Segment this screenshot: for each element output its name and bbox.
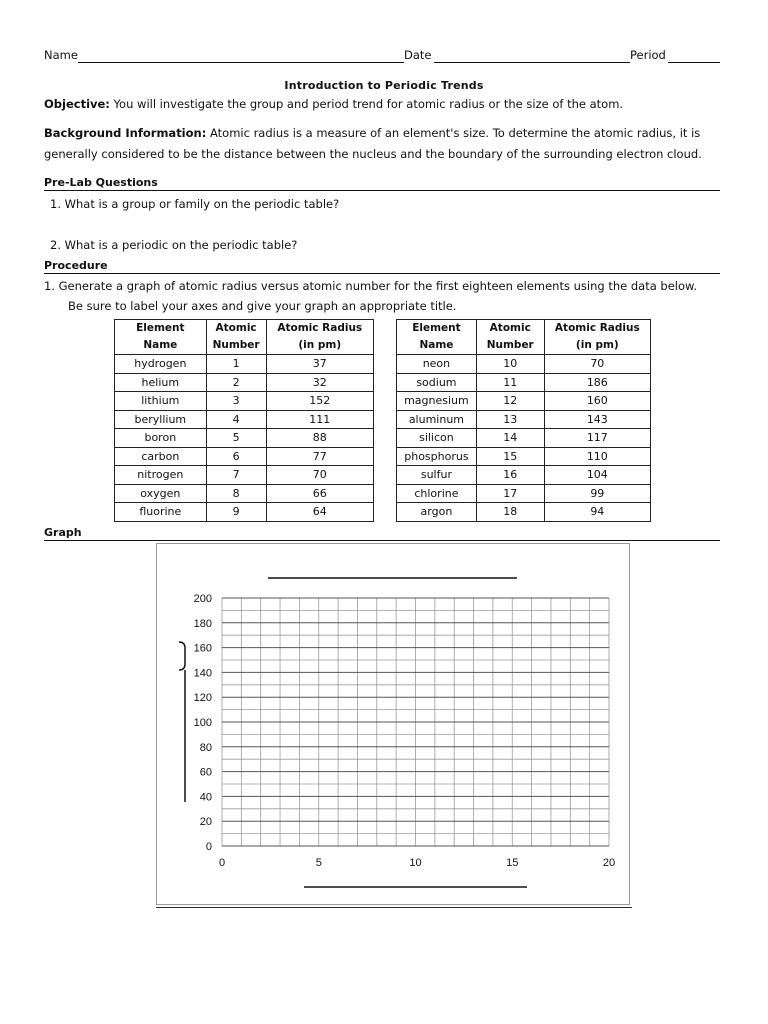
atomic-number-cell: 13 — [476, 410, 544, 429]
x-tick-label: 20 — [602, 857, 616, 869]
atomic-radius-cell: 88 — [266, 429, 373, 448]
element-name-cell: neon — [397, 355, 477, 374]
background-text: Atomic radius is a measure of an element's size. To determine the atomic radius, it is generally considered to be the distance between the nucleus and the boundary of the surrounding electron cloud. — [44, 126, 702, 161]
atomic-number-cell: 9 — [206, 503, 266, 522]
procedure-heading: Procedure — [44, 259, 720, 274]
background-label: Background Information: — [44, 126, 207, 140]
table-row — [115, 466, 374, 485]
graph-heading: Graph — [44, 526, 720, 541]
name-field[interactable] — [78, 62, 404, 63]
atomic-number-cell: 7 — [206, 466, 266, 485]
name-label: Name — [44, 48, 78, 62]
atomic-number-cell: 3 — [206, 392, 266, 411]
atomic-number-cell: 8 — [206, 484, 266, 503]
atomic-number-cell: 1 — [206, 355, 266, 374]
atomic-number-cell: 12 — [476, 392, 544, 411]
period-field[interactable] — [668, 62, 720, 63]
table-row — [115, 355, 374, 374]
date-field[interactable] — [434, 62, 630, 63]
table-row — [115, 392, 374, 411]
table-row — [115, 503, 374, 522]
atomic-number-cell: 2 — [206, 373, 266, 392]
atomic-radius-cell: 70 — [544, 355, 650, 374]
element-name-cell: chlorine — [397, 484, 477, 503]
table-row — [397, 410, 651, 429]
table-row — [115, 373, 374, 392]
y-tick-label: 60 — [199, 766, 212, 779]
header-row — [44, 48, 720, 66]
objective-text: You will investigate the group and period trend for atomic radius or the size of the atom. — [109, 97, 624, 111]
date-label: Date — [404, 48, 432, 62]
element-name-cell: magnesium — [397, 392, 477, 411]
table-row — [397, 355, 651, 374]
y-tick-label: 80 — [199, 741, 212, 754]
column-header-atomic-number: Atomic Number — [206, 320, 266, 355]
atomic-number-cell: 18 — [476, 503, 544, 522]
y-tick-label: 180 — [193, 617, 212, 630]
table-row — [397, 392, 651, 411]
column-header-atomic-radius: Atomic Radius (in pm) — [266, 320, 373, 355]
atomic-number-cell: 15 — [476, 447, 544, 466]
y-tick-label: 20 — [199, 816, 212, 829]
atomic-number-cell: 16 — [476, 466, 544, 485]
atomic-radius-cell: 117 — [544, 429, 650, 448]
y-tick-label: 40 — [199, 791, 212, 804]
prelab-question-1: 1. What is a group or family on the periodic table? — [50, 197, 340, 211]
element-name-cell: helium — [115, 373, 207, 392]
prelab-question-2: 2. What is a periodic on the periodic table? — [50, 238, 298, 252]
element-name-cell: beryllium — [115, 410, 207, 429]
atomic-number-cell: 17 — [476, 484, 544, 503]
element-name-cell: sulfur — [397, 466, 477, 485]
objective-paragraph — [44, 94, 724, 115]
x-tick-label: 15 — [506, 857, 519, 869]
table-row — [397, 447, 651, 466]
table-header-row — [397, 320, 651, 355]
atomic-radius-cell: 32 — [266, 373, 373, 392]
table-row — [397, 373, 651, 392]
element-name-cell: aluminum — [397, 410, 477, 429]
atomic-number-cell: 14 — [476, 429, 544, 448]
atomic-radius-cell: 152 — [266, 392, 373, 411]
element-name-cell: boron — [115, 429, 207, 448]
atomic-radius-cell: 111 — [266, 410, 373, 429]
atomic-radius-cell: 64 — [266, 503, 373, 522]
prelab-heading: Pre-Lab Questions — [44, 176, 720, 191]
procedure-step-1: 1. Generate a graph of atomic radius versus atomic number for the first eighteen elements using the data below. — [44, 279, 698, 293]
element-name-cell: nitrogen — [115, 466, 207, 485]
element-name-cell: sodium — [397, 373, 477, 392]
atomic-number-cell: 10 — [476, 355, 544, 374]
procedure-step-1-cont: Be sure to label your axes and give your graph an appropriate title. — [68, 299, 457, 313]
table-row — [115, 447, 374, 466]
data-table-left — [114, 319, 374, 522]
table-row — [397, 503, 651, 522]
y-tick-label: 100 — [193, 717, 212, 729]
table-row — [115, 429, 374, 448]
atomic-radius-cell: 104 — [544, 466, 650, 485]
atomic-radius-cell: 94 — [544, 503, 650, 522]
x-tick-label: 5 — [315, 857, 322, 869]
table-row — [115, 484, 374, 503]
element-name-cell: carbon — [115, 447, 207, 466]
element-name-cell: lithium — [115, 392, 207, 411]
element-name-cell: phosphorus — [397, 447, 477, 466]
atomic-number-cell: 4 — [206, 410, 266, 429]
atomic-number-cell: 6 — [206, 447, 266, 466]
table-row — [397, 429, 651, 448]
atomic-radius-cell: 99 — [544, 484, 650, 503]
atomic-radius-cell: 160 — [544, 392, 650, 411]
x-tick-label: 10 — [409, 857, 422, 869]
graph-bottom-rule — [156, 907, 632, 908]
blank-graph — [157, 544, 629, 904]
atomic-radius-cell: 143 — [544, 410, 650, 429]
background-paragraph — [44, 123, 724, 165]
column-header-element: Element Name — [115, 320, 207, 355]
element-name-cell: silicon — [397, 429, 477, 448]
table-row — [397, 466, 651, 485]
data-table-right — [396, 319, 651, 522]
column-header-atomic-radius: Atomic Radius (in pm) — [544, 320, 650, 355]
graph-box — [156, 543, 630, 905]
column-header-element: Element Name — [397, 320, 477, 355]
atomic-radius-cell: 110 — [544, 447, 650, 466]
x-tick-label: 0 — [218, 857, 226, 869]
atomic-radius-cell: 77 — [266, 447, 373, 466]
element-name-cell: oxygen — [115, 484, 207, 503]
table-header-row — [115, 320, 374, 355]
table-row — [115, 410, 374, 429]
atomic-radius-cell: 66 — [266, 484, 373, 503]
atomic-radius-cell: 186 — [544, 373, 650, 392]
y-tick-label: 200 — [193, 593, 212, 605]
page-title: Introduction to Periodic Trends — [284, 79, 484, 92]
element-name-cell: argon — [397, 503, 477, 522]
element-name-cell: hydrogen — [115, 355, 207, 374]
period-label: Period — [630, 48, 666, 62]
atomic-number-cell: 5 — [206, 429, 266, 448]
column-header-atomic-number: Atomic Number — [476, 320, 544, 355]
element-name-cell: fluorine — [115, 503, 207, 522]
y-tick-label: 120 — [193, 692, 212, 705]
atomic-radius-cell: 70 — [266, 466, 373, 485]
objective-label: Objective: — [44, 97, 110, 111]
atomic-number-cell: 11 — [476, 373, 544, 392]
y-axis-label-bracket — [179, 642, 185, 670]
table-row — [397, 484, 651, 503]
y-tick-label: 0 — [205, 841, 212, 853]
y-tick-label: 140 — [193, 667, 212, 680]
y-tick-label: 160 — [193, 642, 212, 655]
atomic-radius-cell: 37 — [266, 355, 373, 374]
